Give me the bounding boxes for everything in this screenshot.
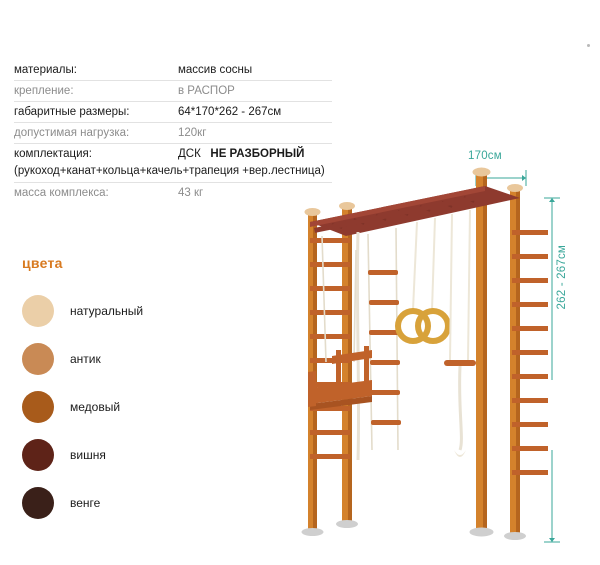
kit-value-plain: ДСК <box>178 148 201 160</box>
table-row <box>14 102 332 123</box>
table-row <box>14 123 332 144</box>
color-swatch <box>22 343 54 375</box>
list-item[interactable] <box>22 287 212 335</box>
dimension-height-label: 262 - 267см <box>556 245 568 310</box>
color-swatch <box>22 391 54 423</box>
decorative-dot <box>587 44 590 47</box>
colors-section <box>22 255 212 527</box>
mass-label: масса комплекса: <box>14 187 109 199</box>
color-swatch <box>22 439 54 471</box>
list-item[interactable] <box>22 479 212 527</box>
spec-value: в РАСПОР <box>164 81 332 102</box>
spec-label: допустимая нагрузка: <box>14 123 164 144</box>
kit-note: (рукоход+канат+кольца+качель+трапеция +вер.лестница) <box>14 164 332 183</box>
spec-value: массив сосны <box>164 60 332 81</box>
list-item[interactable] <box>22 335 212 383</box>
spec-value: 64*170*262 - 267см <box>164 102 332 123</box>
dimension-width-label: 170см <box>468 150 502 162</box>
table-row <box>14 60 332 81</box>
list-item[interactable] <box>22 383 212 431</box>
kit-value-strong: НЕ РАЗБОРНЫЙ <box>210 148 305 160</box>
colors-title: цвета <box>22 255 63 271</box>
spec-label: материалы: <box>14 60 164 81</box>
mass-value: 43 кг <box>178 187 204 199</box>
color-name: медовый <box>70 400 121 414</box>
color-name: антик <box>70 352 101 366</box>
spec-label: габаритные размеры: <box>14 102 164 123</box>
list-item[interactable] <box>22 431 212 479</box>
spec-value: 120кг <box>164 123 332 144</box>
kit-label: комплектация: <box>14 148 92 160</box>
product-illustration <box>280 150 580 560</box>
table-row <box>14 81 332 102</box>
color-swatch <box>22 295 54 327</box>
spec-label: крепление: <box>14 81 164 102</box>
color-name: натуральный <box>70 304 144 318</box>
color-name: венге <box>70 496 101 510</box>
color-swatch <box>22 487 54 519</box>
color-name: вишня <box>70 448 106 462</box>
